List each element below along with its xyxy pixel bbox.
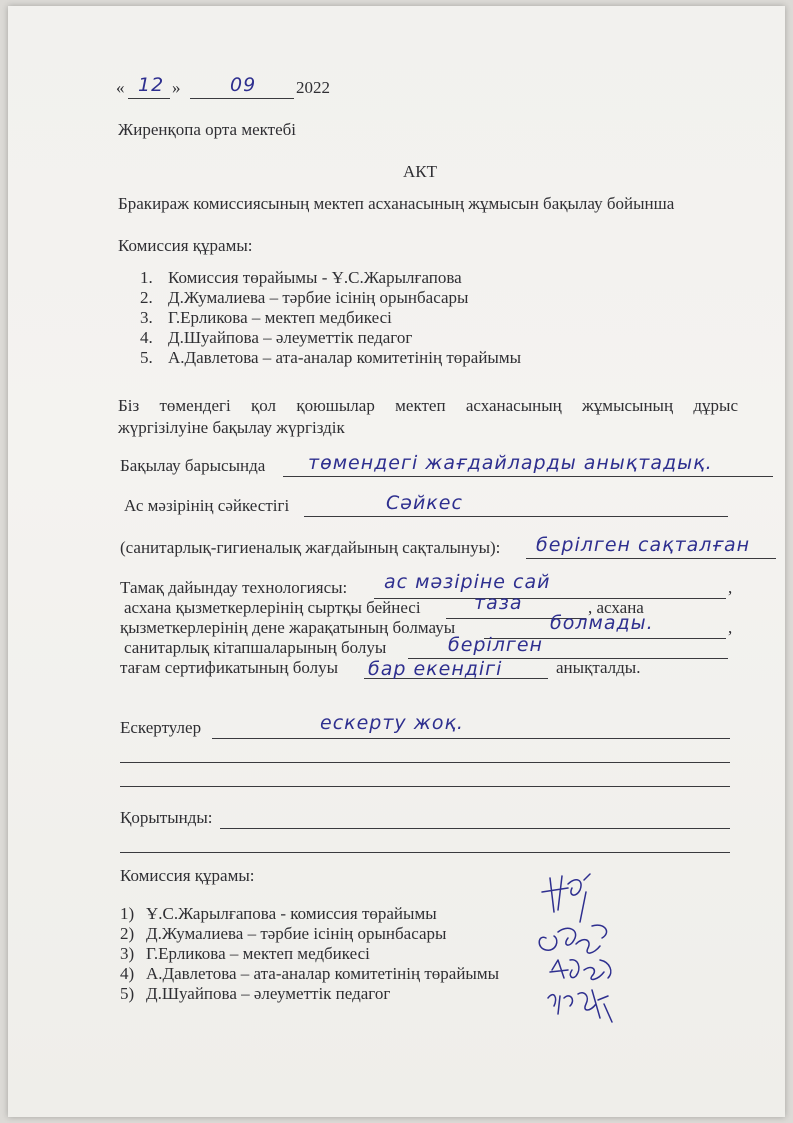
signatory-item: 2) Д.Жумалиева – тәрбие ісінің орынбасары xyxy=(120,924,447,943)
commission-heading-2: Комиссия құрамы: xyxy=(120,866,255,885)
date-year: 2022 xyxy=(296,78,330,97)
tech-label: Тамақ дайындау технологиясы: xyxy=(120,578,348,597)
remarks-value: ескерту жоқ. xyxy=(320,712,464,734)
tech-underline xyxy=(374,598,726,599)
commission-item: 1. Комиссия төрайымы - Ұ.С.Жарылғапова xyxy=(140,268,462,287)
appearance-suffix: , асхана xyxy=(588,598,644,617)
commission-list xyxy=(140,268,521,368)
date-month: 09 xyxy=(230,74,257,96)
conclusion-underline-1 xyxy=(220,828,730,829)
appearance-label: асхана қызметкерлерінің сыртқы бейнесі xyxy=(124,598,421,617)
commission-item: 2. Д.Жумалиева – тәрбие ісінің орынбасары xyxy=(140,288,469,307)
remarks-underline-2 xyxy=(120,762,730,763)
observation-underline xyxy=(283,476,773,477)
conclusion-underline-2 xyxy=(120,852,730,853)
commission-item: 5. А.Давлетова – ата-аналар комитетінің төрайымы xyxy=(140,348,522,367)
tech-value: ас мәзіріне сай xyxy=(384,571,551,593)
observation-label: Бақылау барысында xyxy=(120,456,266,475)
cert-value: бар екендігі xyxy=(368,658,503,680)
signatures-block xyxy=(528,866,638,1036)
signatory-item: 4) А.Давлетова – ата-аналар комитетінің төрайымы xyxy=(120,964,500,983)
tech-suffix: , xyxy=(728,578,733,597)
signature-4-icon xyxy=(548,990,612,1022)
date-open-quote: « xyxy=(116,78,125,97)
remarks-label: Ескертулер xyxy=(120,718,202,737)
school-name: Жиренқопа орта мектебі xyxy=(118,120,297,139)
books-label: санитарлық кітапшаларының болуы xyxy=(124,638,387,657)
injury-value: болмады. xyxy=(550,612,654,634)
commission-heading: Комиссия құрамы: xyxy=(118,236,253,255)
sanitary-label: (санитарлық-гигиеналық жағдайының сақталынуы): xyxy=(120,538,501,557)
observation-value: төмендегі жағдайларды анықтадық. xyxy=(308,452,713,474)
books-value: берілген xyxy=(448,634,543,656)
signature-3-icon xyxy=(550,960,611,980)
signature-1-icon xyxy=(542,874,590,922)
cert-suffix: анықталды. xyxy=(556,658,641,677)
remarks-underline-3 xyxy=(120,786,730,787)
day-underline xyxy=(128,98,170,99)
month-underline xyxy=(190,98,294,99)
document-title: АКТ xyxy=(403,162,437,181)
commission-item: 4. Д.Шуайпова – әлеуметтік педагог xyxy=(140,328,413,347)
injury-label: қызметкерлерінің дене жарақатының болмауы xyxy=(120,618,456,637)
cert-label: тағам сертификатының болуы xyxy=(120,658,339,677)
document-subtitle: Бракираж комиссиясының мектеп асханасының жұмысын бақылау бойынша xyxy=(118,194,675,213)
signatory-item: 3) Г.Ерликова – мектеп медбикесі xyxy=(120,944,370,963)
sanitary-underline xyxy=(526,558,776,559)
commission-item: 3. Г.Ерликова – мектеп медбикесі xyxy=(140,308,392,327)
document-page xyxy=(8,6,785,1117)
menu-underline xyxy=(304,516,728,517)
menu-value: Сәйкес xyxy=(386,492,463,514)
appearance-value: таза xyxy=(474,592,523,614)
date-close-quote: » xyxy=(172,78,181,97)
signatory-item: 5) Д.Шуайпова – әлеуметтік педагог xyxy=(120,984,391,1003)
intro-line-1: Біз төмендегі қол қоюшылар мектеп асханасының жұмысының дұрыс xyxy=(118,396,738,415)
remarks-underline-1 xyxy=(212,738,730,739)
signatory-item: 1) Ұ.С.Жарылғапова - комиссия төрайымы xyxy=(120,904,437,923)
date-day: 12 xyxy=(138,74,165,96)
intro-line-2: жүргізілуіне бақылау жүргіздік xyxy=(118,418,345,437)
conclusion-label: Қорытынды: xyxy=(120,808,213,827)
menu-label: Ас мәзірінің сәйкестігі xyxy=(124,496,290,515)
sanitary-value: берілген сақталған xyxy=(536,534,751,556)
injury-suffix: , xyxy=(728,618,733,637)
signature-2-icon xyxy=(539,925,606,953)
signatories-list xyxy=(120,904,499,1004)
date-line xyxy=(116,78,125,98)
